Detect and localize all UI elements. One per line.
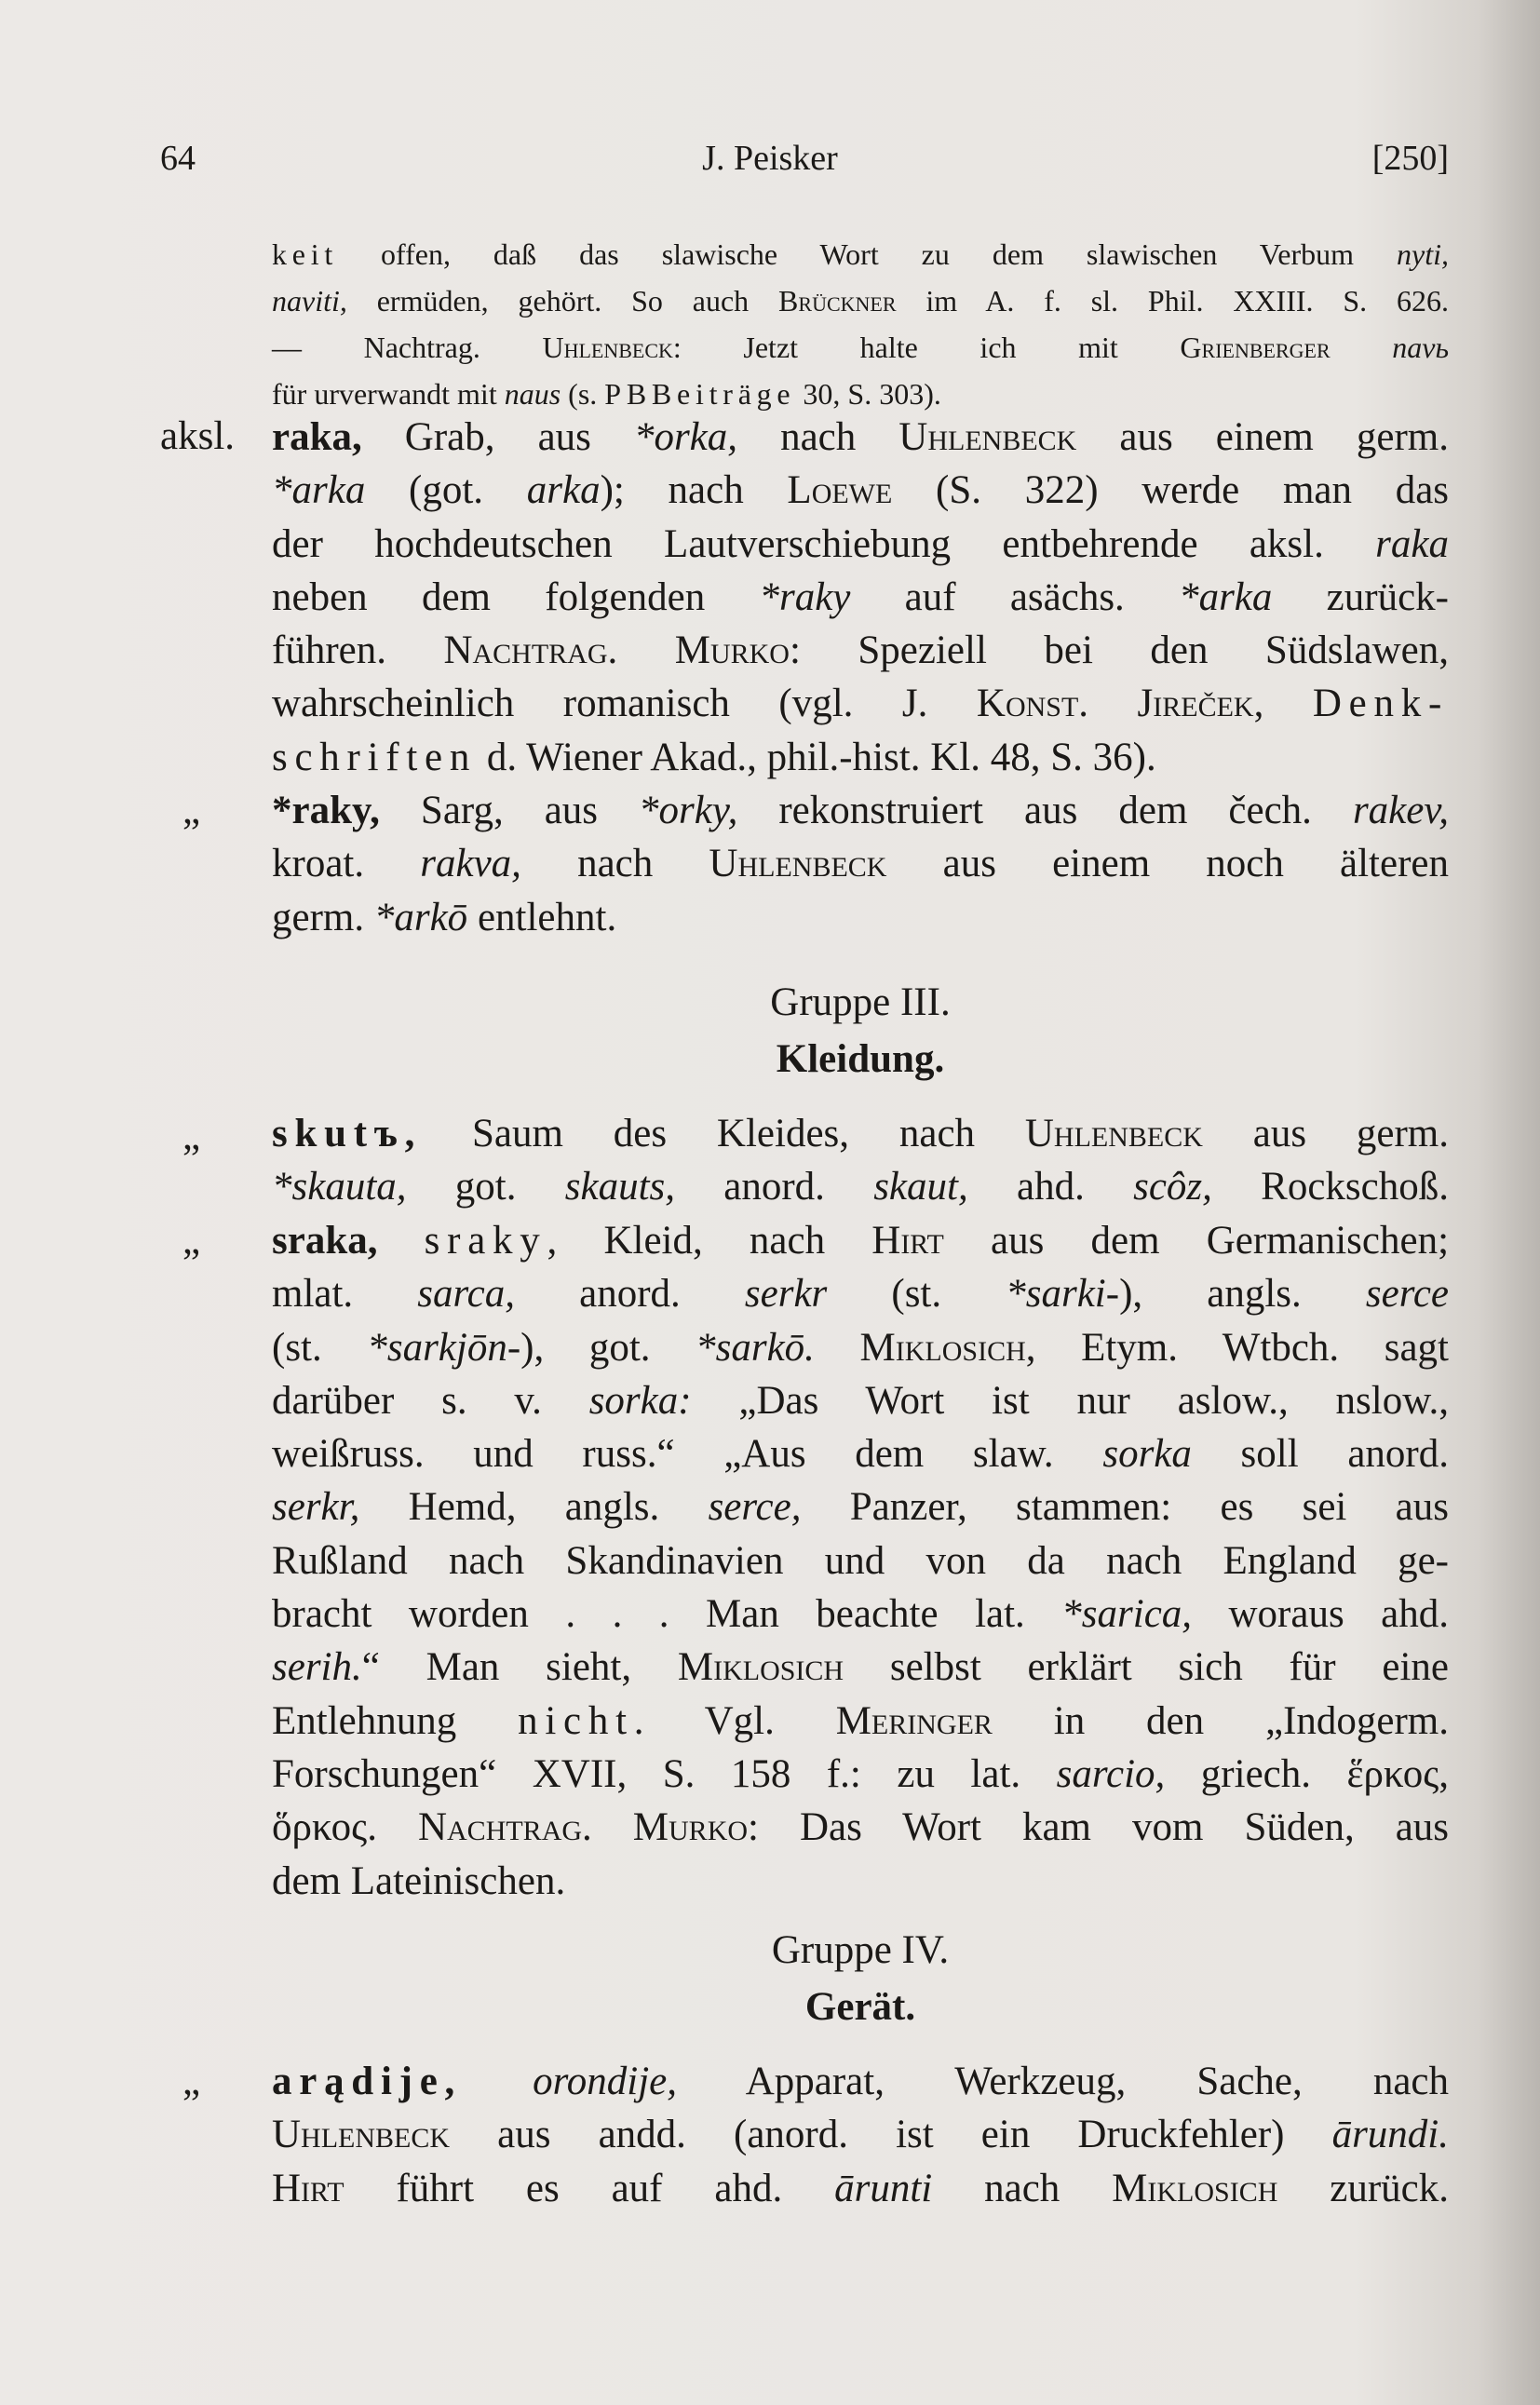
entry-line: Uhlenbeck aus andd. (anord. ist ein Druckfehler) ārundi. (272, 2113, 1449, 2157)
page-number: 64 (160, 139, 196, 178)
entry-line: serih.“ Man sieht, Miklosich selbst erklärt sich für eine (272, 1645, 1449, 1690)
entry-line: raka, Grab, aus *orka, nach Uhlenbeck aus einem germ. (272, 415, 1449, 459)
original-page-number: [250] (1371, 139, 1449, 178)
entry-line: Rußland nach Skandinavien und von da nach England ge- (272, 1538, 1449, 1583)
entry-sraka (272, 1214, 1449, 1908)
running-title: J. Peisker (702, 139, 838, 178)
entry-aradije (272, 2055, 1449, 2215)
entry-line: bracht worden . . . Man beachte lat. *sarica, woraus ahd. (272, 1592, 1450, 1637)
entry-line: mlat. sarca, anord. serkr (st. *sarki-), angls. serce (272, 1272, 1450, 1317)
entry-line: der hochdeutschen Lautverschiebung entbehrende aksl. raka (272, 521, 1449, 566)
entry-line: ὅρκος. Nachtrag. Murko: Das Wort kam vom Süden, aus (272, 1805, 1450, 1850)
ditto-mark: „ (182, 789, 201, 832)
entry-line: führen. Nachtrag. Murko: Speziell bei den Südslawen, (272, 628, 1449, 673)
entry-line: Forschungen“ XVII, S. 158 f.: zu lat. sarcio, griech. ἕρκος, (272, 1751, 1449, 1796)
entry-line: Hirt führt es auf ahd. ārunti nach Miklosich zurück. (272, 2166, 1450, 2210)
group-subtitle: Kleidung. (776, 1037, 945, 1081)
entry-line: weißruss. und russ.“ „Aus dem slaw. sorka soll anord. (272, 1432, 1449, 1477)
entry-line: Entlehnung nicht. Vgl. Meringer in den „Indogerm. (272, 1698, 1449, 1743)
group-heading: Gruppe III. (770, 980, 951, 1024)
note-line-3: — Nachtrag. Uhlenbeck: Jetzt halte ich mit Grienberger navь (272, 331, 1450, 364)
entry-line: germ. *arkō entlehnt. (272, 895, 617, 939)
ditto-mark: „ (182, 1115, 201, 1158)
note-paragraph (272, 231, 1449, 417)
ditto-mark: „ (182, 2060, 201, 2103)
entry-line: serkr, Hemd, angls. serce, Panzer, stammen: es sei aus (272, 1485, 1449, 1530)
entry-line: (st. *sarkjōn-), got. *sarkō. Miklosich, Etym. Wtbch. sagt (272, 1325, 1450, 1370)
entry-line: neben dem folgenden *raky auf asächs. *arka zurück- (272, 574, 1449, 619)
entry-line: schriften d. Wiener Akad., phil.-hist. Kl. 48, S. 36). (272, 735, 1156, 779)
group-heading: Gruppe IV. (771, 1928, 950, 1972)
entry-line: sraka, sraky, Kleid, nach Hirt aus dem Germanischen; (272, 1219, 1450, 1263)
entry-line: skutъ, Saum des Kleides, nach Uhlenbeck aus germ. (272, 1112, 1449, 1155)
entry-line: dem Lateinischen. (272, 1858, 566, 1903)
entry-line: darüber s. v. sorka: „Das Wort ist nur aslow., nslow., (272, 1378, 1449, 1423)
note-line-4: für urverwandt mit naus (s. PBBeiträge 30, S. 303). (272, 377, 941, 411)
note-line-1: keit offen, daß das slawische Wort zu dem slawischen Verbum nyti, (272, 237, 1449, 271)
language-label: aksl. (160, 414, 236, 458)
entry-line: *skauta, got. skauts, anord. skaut, ahd. scôz, Rockschoß. (272, 1165, 1450, 1209)
note-line-2: naviti, ermüden, gehört. So auch Brückner im A. f. sl. Phil. XXIII. S. 626. (272, 284, 1450, 318)
entry-line: *arka (got. arka); nach Loewe (S. 322) werde man das (272, 468, 1450, 513)
group-subtitle: Gerät. (804, 1985, 916, 2029)
entry-line: *raky, Sarg, aus *orky, rekonstruiert aus dem čech. rakev, (272, 789, 1449, 832)
entry-line: kroat. rakva, nach Uhlenbeck aus einem noch älteren (272, 842, 1449, 886)
entry-line: wahrscheinlich romanisch (vgl. J. Konst. Jireček, Denk- (272, 682, 1450, 726)
ditto-mark: „ (182, 1219, 201, 1263)
entry-raky (272, 784, 1449, 944)
entry-line: arądije, orondije, Apparat, Werkzeug, Sache, nach (272, 2060, 1450, 2103)
entry-raka (272, 411, 1449, 784)
entry-skutu (272, 1107, 1449, 1214)
